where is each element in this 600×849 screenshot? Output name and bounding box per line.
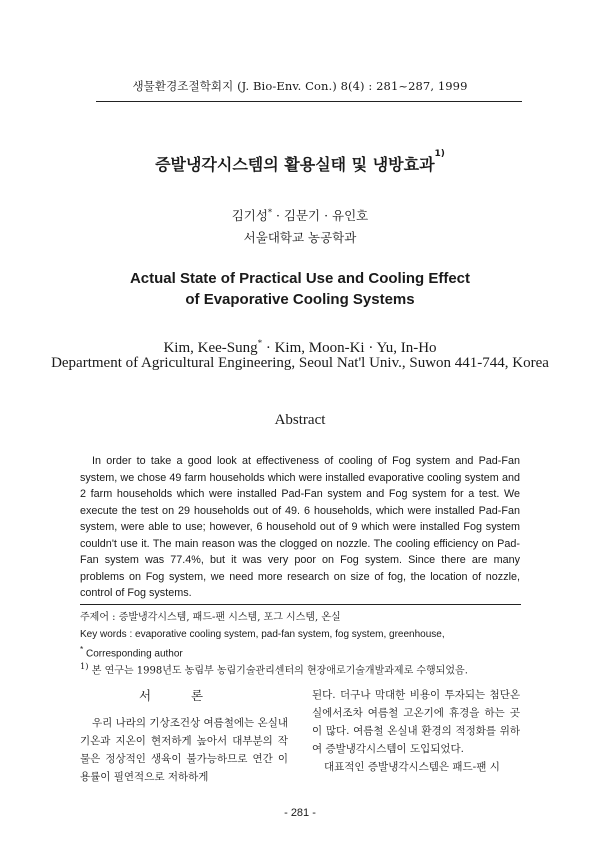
english-affiliation: Department of Agricultural Engineering, Seoul Nat'l Univ., Suwon 441-744, Korea (51, 355, 549, 371)
right-column-paragraph-2: 대표적인 증발냉각시스템은 패드-팬 시 (324, 761, 500, 773)
english-title-line-2: of Evaporative Cooling Systems (185, 291, 415, 308)
english-corresponding-mark: * (257, 338, 263, 348)
english-title-line-1: Actual State of Practical Use and Cooling Effect (129, 270, 471, 287)
header-rule (96, 101, 522, 102)
page-number: - 281 - (284, 807, 316, 819)
abstract-body: In order to take a good look at effectiveness of cooling of Fog system and Pad-Fan system, we chose 49 farm households which were installed evaporative cooling system and 2 farm households which were installed Pad-Fan system and Fog system for a test. We execute the test on 29 households out of 49. 6 households, which were installed Pad-Fan system, were able to use; however, 6 household out of 9 which were installed Fog system couldn't use it. The main reason was the clogged on nozzle. The cooling efficiency on Pad-Fan system was 77.4%, but it was very poor on Fog system. Since there are many problems on Fog system, we need more research on size of fog, the location of nozzle, control of Fog systems. (80, 455, 520, 599)
english-other-authors: · Kim, Moon-Ki · Yu, In-Ho (262, 340, 437, 356)
title-footnote-mark: 1) (434, 149, 445, 159)
korean-corresponding-mark: * (267, 207, 272, 217)
keywords-english: Key words : evaporative cooling system, pad-fan system, fog system, greenhouse, (80, 629, 445, 640)
abstract-heading: Abstract (274, 412, 326, 428)
korean-authors (0, 206, 600, 224)
journal-header: 생물환경조절학회지 (J. Bio-Env. Con.) 8(4) : 281~287, 1999 (132, 79, 468, 93)
english-first-author: Kim, Kee-Sung (163, 340, 258, 356)
corresponding-note-mark: * (80, 644, 84, 654)
keywords-korean: 주제어 : 증발냉각시스템, 패드-팬 시스템, 포그 시스템, 온실 (80, 612, 341, 623)
introduction-heading: 서 론 (138, 688, 222, 703)
funding-note-text: 본 연구는 1998년도 농림부 농림기술관리센터의 현장애로기술개발과제로 수행되었음. (88, 665, 468, 677)
funding-note (80, 659, 521, 678)
right-column-paragraph-1: 된다. 더구나 막대한 비용이 투자되는 첨단온실에서조차 여름철 고온기에 휴경을 하는 곳이 많다. 여름철 온실내 환경의 적정화를 위하여 증발냉각시스템이 도입되었다. (312, 689, 520, 755)
funding-note-mark: 1) (80, 661, 89, 671)
korean-affiliation: 서울대학교 농공학과 (243, 230, 357, 245)
english-title (0, 268, 600, 310)
korean-first-author: 김기성 (231, 208, 268, 223)
korean-other-authors: · 김문기 · 유인호 (271, 208, 369, 223)
introduction-right-column (312, 686, 520, 776)
footnote-rule (80, 604, 521, 605)
introduction-left-column: 우리 나라의 기상조건상 여름철에는 온실내 기온과 지온이 현저하게 높아서 대부분의 작물은 정상적인 생육이 불가능하므로 연간 이용률이 필연적으로 저하하게 (80, 717, 288, 783)
corresponding-note-text: Corresponding author (83, 648, 183, 660)
korean-title-text: 증발냉각시스템의 활용실태 및 냉방효과 (155, 155, 435, 174)
korean-title (0, 149, 600, 175)
